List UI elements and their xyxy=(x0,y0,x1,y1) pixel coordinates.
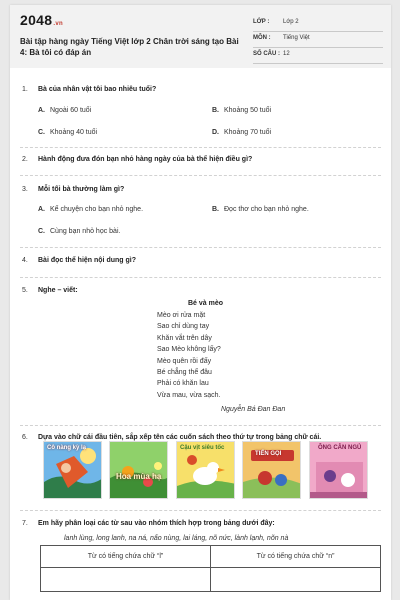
question-number: 5. xyxy=(22,287,28,294)
logo-suffix: .vn xyxy=(53,21,63,27)
question-number: 7. xyxy=(22,520,28,527)
book-cover xyxy=(242,441,301,499)
classification-table xyxy=(40,545,381,592)
table-header-row xyxy=(41,546,381,568)
option-letter: B. xyxy=(212,107,219,114)
book-title: ÔNG CÂN NGỦ xyxy=(318,445,362,451)
document-title: Bài tập hàng ngày Tiếng Việt lớp 2 Chân trời sáng tạo Bài 4: Bà tôi có đáp án xyxy=(20,37,239,57)
meta-value: Lớp 2 xyxy=(283,19,299,25)
table-header-l: Từ có tiếng chứa chữ “l” xyxy=(41,546,211,568)
option-c[interactable] xyxy=(38,228,120,235)
book-title: Cô nàng kỳ lạ xyxy=(47,445,87,451)
option-a[interactable] xyxy=(38,206,143,213)
meta-fields xyxy=(253,16,383,64)
meta-value: Tiếng Việt xyxy=(283,35,310,41)
answer-cell-n[interactable] xyxy=(211,568,381,592)
meta-label: LỚP : xyxy=(253,19,270,25)
question-text: Em hãy phân loại các từ sau vào nhóm thích hợp trong bảng dưới đây: xyxy=(38,520,275,527)
question-text: Bà của nhân vật tôi bao nhiêu tuổi? xyxy=(38,86,157,93)
question-number: 3. xyxy=(22,186,28,193)
meta-label: MÔN : xyxy=(253,35,271,41)
book-cover xyxy=(176,441,235,499)
divider xyxy=(20,510,381,511)
poem-title: Bé và mèo xyxy=(188,300,224,307)
option-b[interactable] xyxy=(212,206,309,213)
divider xyxy=(20,147,381,148)
meta-row-count xyxy=(253,48,383,64)
option-letter: B. xyxy=(212,206,219,213)
divider xyxy=(20,425,381,426)
book-cover xyxy=(109,441,168,499)
poem-body xyxy=(157,310,221,401)
divider xyxy=(20,277,381,278)
question-text: Bài đọc thể hiện nội dung gì? xyxy=(38,257,136,264)
book-cover xyxy=(309,441,368,499)
poem-line: Khăn vắt trên dây xyxy=(157,334,212,342)
option-letter: A. xyxy=(38,107,45,114)
option-text: Khoảng 50 tuổi xyxy=(224,107,272,114)
book-title: Cậu vịt siêu tốc xyxy=(180,445,225,451)
option-d[interactable] xyxy=(212,129,271,136)
poem-line: Sao Mèo không lấy? xyxy=(157,346,221,354)
question-text: Hành động đưa đón bạn nhỏ hàng ngày của bà thể hiện điều gì? xyxy=(38,156,253,163)
question-number: 4. xyxy=(22,257,28,264)
option-c[interactable] xyxy=(38,129,97,136)
option-text: Khoảng 40 tuổi xyxy=(50,129,98,136)
poem-line: Mèo quên rồi đấy xyxy=(157,357,212,365)
poem-line: Mèo ơi rửa mặt xyxy=(157,312,206,319)
option-a[interactable] xyxy=(38,107,91,114)
meta-row-subject xyxy=(253,32,383,48)
logo-text: 2048 xyxy=(20,12,53,28)
divider xyxy=(20,247,381,248)
poem-line: Vừa mau, vừa sạch. xyxy=(157,391,221,399)
book-title: Hoa mùa hạ xyxy=(116,472,162,481)
option-text: Kể chuyện cho bạn nhỏ nghe. xyxy=(50,206,144,213)
option-b[interactable] xyxy=(212,107,271,114)
site-logo[interactable] xyxy=(20,12,63,28)
option-text: Đọc thơ cho bạn nhỏ nghe. xyxy=(224,206,309,213)
question-text: Dựa vào chữ cái đầu tiên, sắp xếp tên các cuốn sách theo thứ tự trong bảng chữ cái. xyxy=(38,434,322,441)
option-letter: C. xyxy=(38,228,45,235)
poem-line: Sao chỉ dùng tay xyxy=(157,323,210,331)
question-text: Nghe – viết: xyxy=(38,287,78,294)
option-letter: A. xyxy=(38,206,45,213)
meta-label: SỐ CÂU : xyxy=(253,51,280,57)
answer-cell-l[interactable] xyxy=(41,568,211,592)
meta-value: 12 xyxy=(283,51,290,57)
option-letter: D. xyxy=(212,129,219,136)
option-text: Khoảng 70 tuổi xyxy=(224,129,272,136)
question-number: 2. xyxy=(22,156,28,163)
question-number: 1. xyxy=(22,86,28,93)
book-illustration-icon xyxy=(110,442,168,499)
poem-line: Phải có khăn lau xyxy=(157,380,209,388)
poem-line: Bé chẳng thể đâu xyxy=(157,369,212,377)
table-row xyxy=(41,568,381,592)
question-number: 6. xyxy=(22,434,28,441)
book-title: TIẾN GỌI xyxy=(255,451,282,457)
table-header-n: Từ có tiếng chứa chữ “n” xyxy=(211,546,381,568)
meta-row-grade xyxy=(253,16,383,32)
book-covers xyxy=(43,441,363,499)
option-text: Cùng bạn nhỏ học bài. xyxy=(50,228,121,235)
option-letter: C. xyxy=(38,129,45,136)
book-cover xyxy=(43,441,102,499)
worksheet-header xyxy=(10,5,391,68)
question-text: Mỗi tối bà thường làm gì? xyxy=(38,186,125,193)
poem-author: Nguyễn Bá Đan Đan xyxy=(221,406,286,413)
option-text: Ngoài 60 tuổi xyxy=(50,107,92,114)
divider xyxy=(20,175,381,176)
worksheet xyxy=(10,5,391,600)
word-list: lanh lùng, long lanh, na ná, nấo nùng, lai láng, nõ nức, lành lạnh, nõn nà xyxy=(64,535,289,542)
